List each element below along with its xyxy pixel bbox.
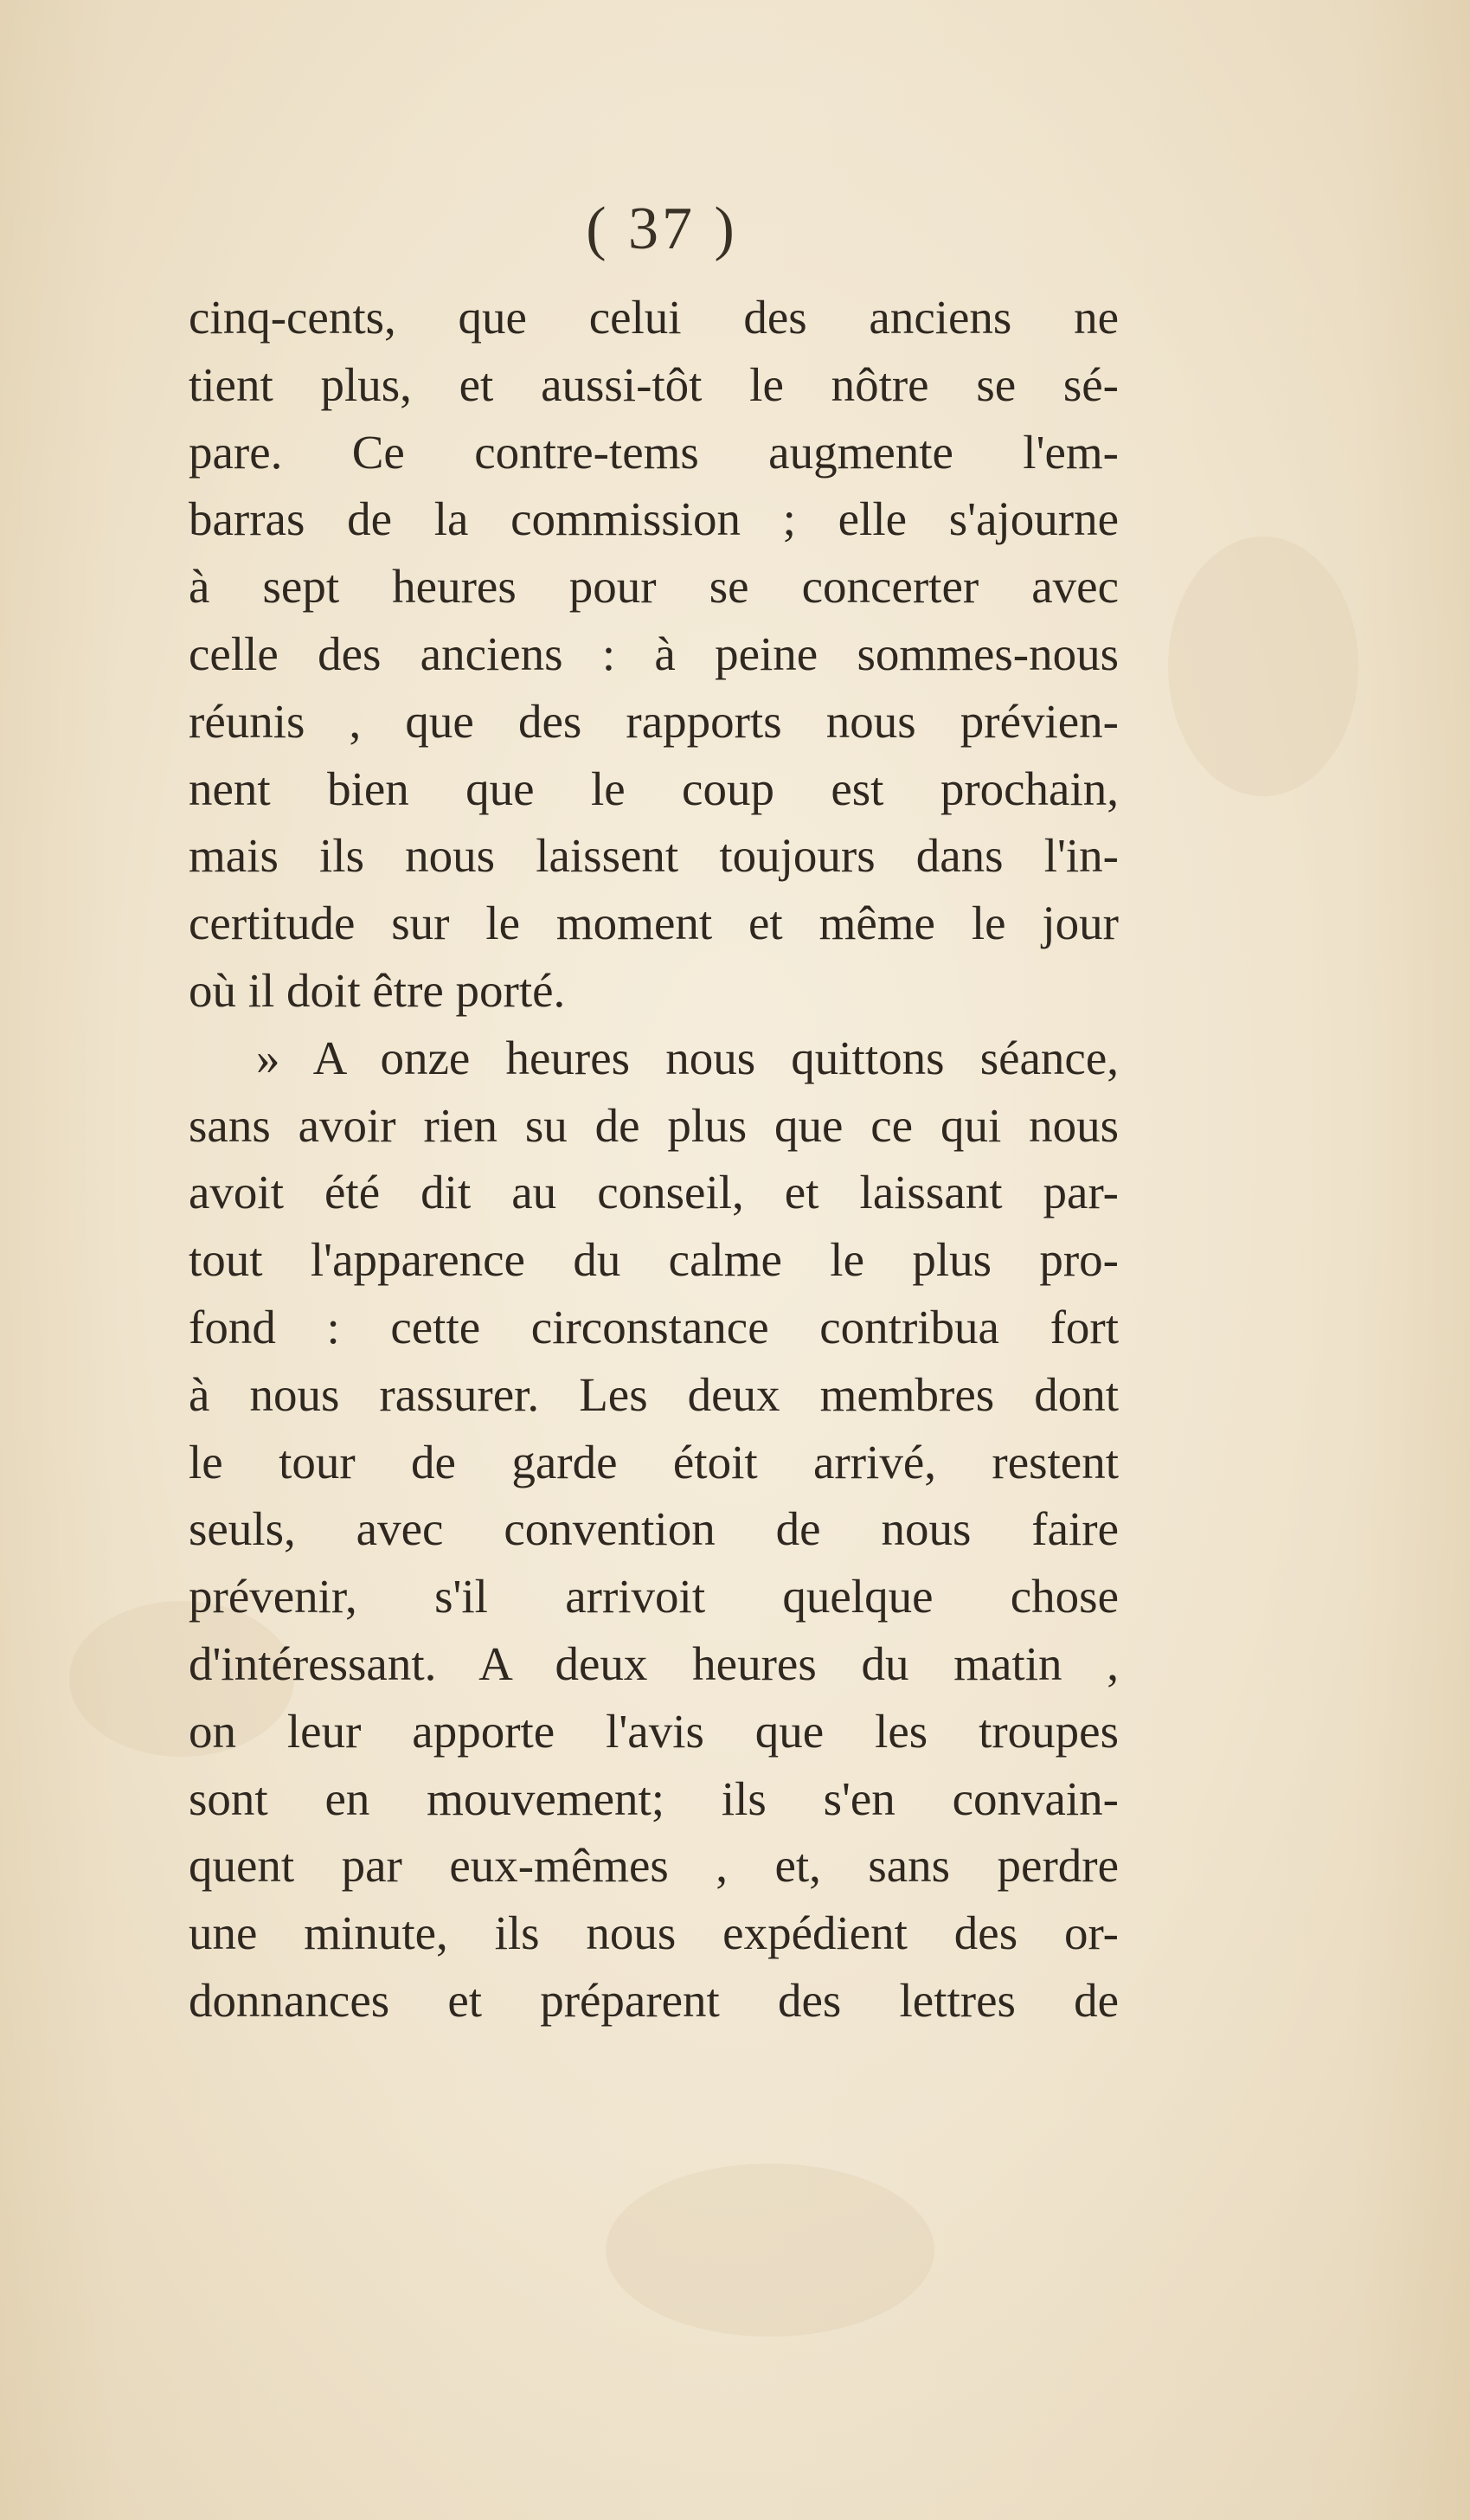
text-line: pare. Ce contre-tems augmente l'em- bbox=[189, 425, 1119, 479]
text-line: sont en mouvement; ils s'en convain- bbox=[189, 1771, 1119, 1825]
body-text bbox=[189, 284, 1119, 2035]
text-line: réunis , que des rapports nous prévien- bbox=[189, 694, 1119, 748]
text-line: on leur apporte l'avis que les troupes bbox=[189, 1704, 1119, 1758]
text-line: donnances et préparent des lettres de bbox=[189, 1973, 1119, 2027]
text-line: prévenir, s'il arrivoit quelque chose bbox=[189, 1570, 1119, 1623]
text-line: tient plus, et aussi-tôt le nôtre se sé- bbox=[189, 357, 1119, 411]
text-line: d'intéressant. A deux heures du matin , bbox=[189, 1636, 1119, 1690]
text-line: celle des anciens : à peine sommes-nous bbox=[189, 627, 1119, 680]
paper-stain bbox=[1168, 537, 1358, 796]
text-line: fond : cette circonstance contribua fort bbox=[189, 1300, 1119, 1353]
text-line: tout l'apparence du calme le plus pro- bbox=[189, 1233, 1119, 1287]
text-line-paragraph-end: où il doit être porté. bbox=[189, 963, 566, 1017]
text-line: cinq-cents, que celui des anciens ne bbox=[189, 291, 1119, 344]
text-line: nent bien que le coup est prochain, bbox=[189, 762, 1119, 815]
paper-stain bbox=[606, 2163, 934, 2337]
text-line: sans avoir rien su de plus que ce qui nous bbox=[189, 1098, 1119, 1152]
text-line: le tour de garde étoit arrivé, restent bbox=[189, 1435, 1119, 1488]
text-line: certitude sur le moment et même le jour bbox=[189, 897, 1119, 950]
text-line: une minute, ils nous expédient des or- bbox=[189, 1906, 1119, 1960]
text-line: à nous rassurer. Les deux membres dont bbox=[189, 1367, 1119, 1421]
text-line: mais ils nous laissent toujours dans l'in- bbox=[189, 829, 1119, 883]
text-line: avoit été dit au conseil, et laissant par- bbox=[189, 1166, 1119, 1219]
text-line: quent par eux-mêmes , et, sans perdre bbox=[189, 1839, 1119, 1893]
page-number: ( 37 ) bbox=[586, 196, 738, 262]
text-line: à sept heures pour se concerter avec bbox=[189, 560, 1119, 614]
text-line: seuls, avec convention de nous faire bbox=[189, 1502, 1119, 1556]
text-line-paragraph-start: » A onze heures nous quittons séance, bbox=[256, 1031, 1119, 1084]
text-line: barras de la commission ; elle s'ajourne bbox=[189, 492, 1119, 546]
